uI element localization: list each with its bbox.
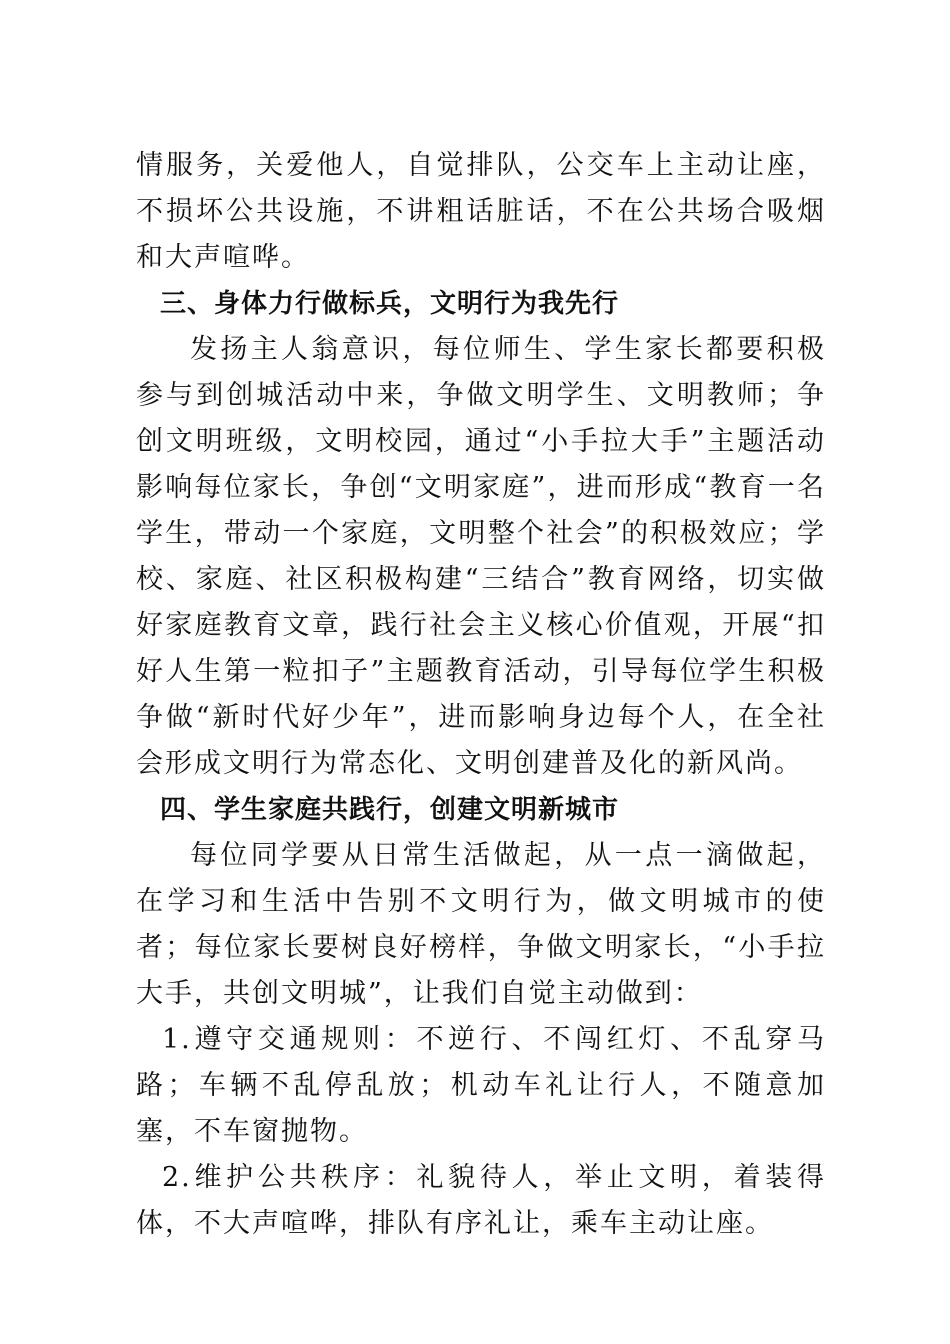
section4-heading: 四、学生家庭共践行，创建文明新城市	[160, 795, 620, 825]
list-item-traffic-rules: 1.遵守交通规则：不逆行、不闯红灯、不乱穿马路；车辆不乱停乱放；机动车礼让行人，不随意加塞，不车窗抛物。	[136, 1024, 826, 1147]
section4-paragraph: 每位同学要从日常生活做起，从一点一滴做起，在学习和生活中告别不文明行为，做文明城市的使者；每位家长要树良好榜样，争做文明家长，“小手拉大手，共创文明城”，让我们自觉主动做到：	[136, 840, 826, 1009]
section3-heading: 三、身体力行做标兵，文明行为我先行	[160, 289, 620, 319]
list-item-public-order: 2.维护公共秩序：礼貌待人，举止文明，着装得体，不大声喧哗，排队有序礼让，乘车主动让座。	[136, 1162, 826, 1239]
section3-paragraph: 发扬主人翁意识，每位师生、学生家长都要积极参与到创城活动中来，争做文明学生、文明教师；争创文明班级，文明校园，通过“小手拉大手”主题活动影响每位家长，争创“文明家庭”，进而形成“教育一名学生，带动一个家庭，文明整个社会”的积极效应；学校、家庭、社区积极构建“三结合”教育网络，切实做好家庭教育文章，践行社会主义核心价值观，开展“扣好人生第一粒扣子”主题教育活动，引导每位学生积极争做“新时代好少年”，进而影响身边每个人，在全社会形成文明行为常态化、文明创建普及化的新风尚。	[136, 334, 826, 779]
continuation-paragraph: 情服务，关爱他人，自觉排队，公交车上主动让座，不损坏公共设施，不讲粗话脏话，不在公共场合吸烟和大声喧哗。	[136, 150, 826, 273]
document-body	[136, 143, 826, 1247]
